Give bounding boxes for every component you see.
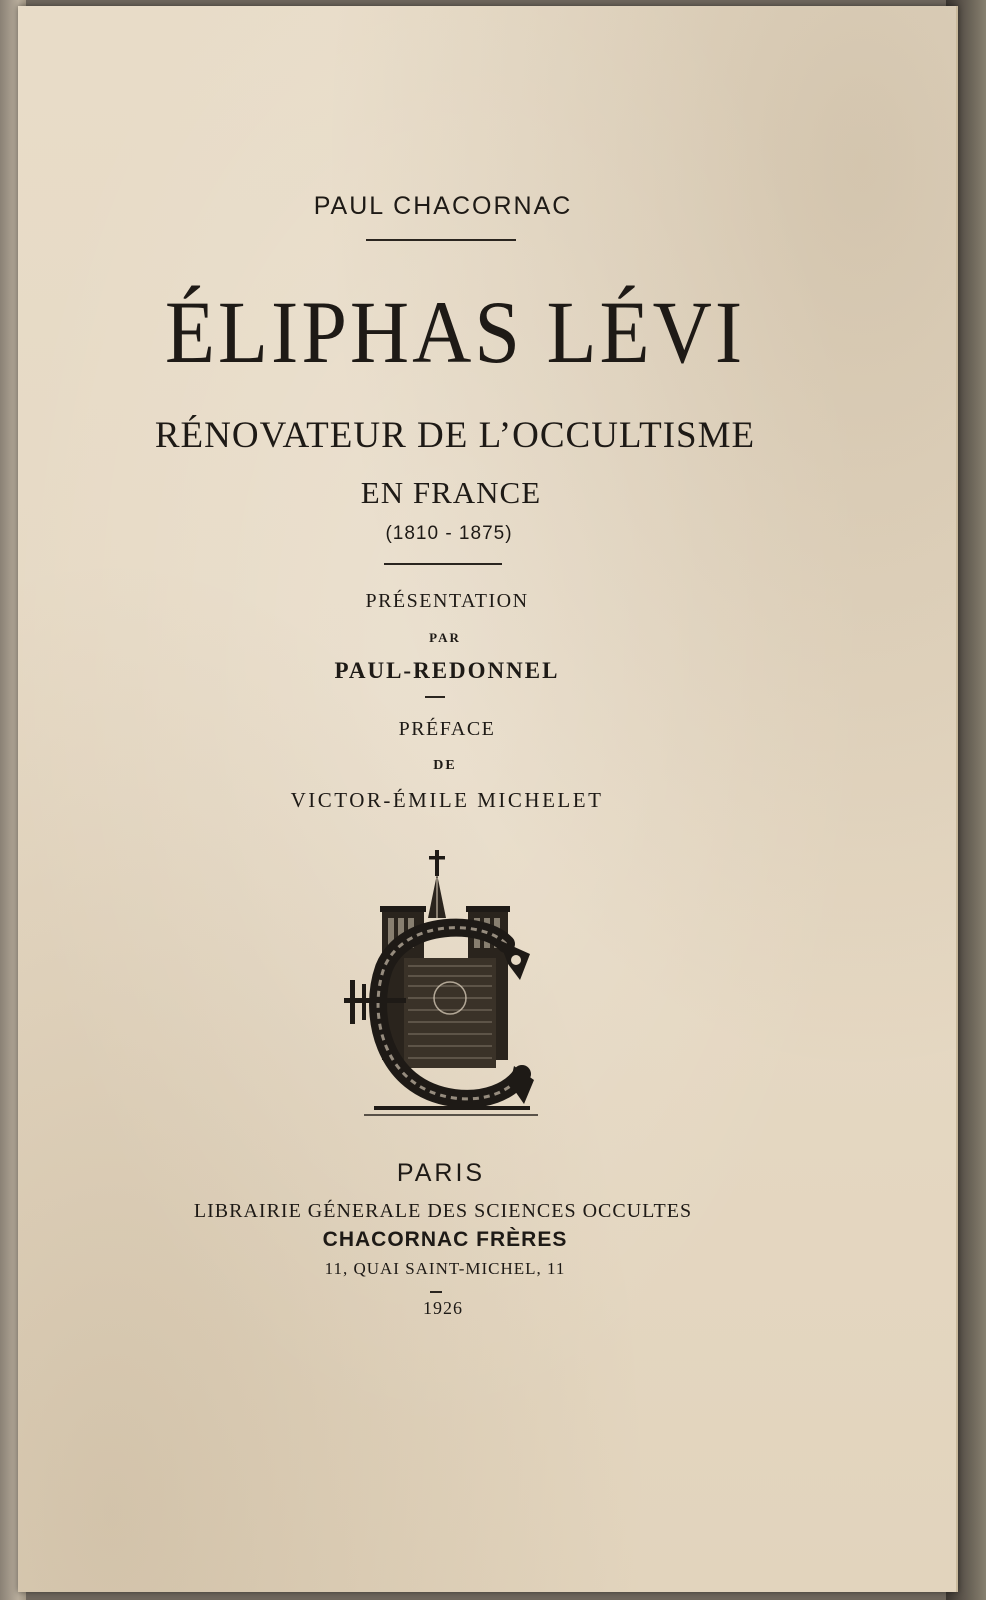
divider-rule (366, 239, 516, 241)
imprint-city: PARIS (396, 1159, 486, 1187)
de-label: DE (433, 758, 457, 773)
subtitle-line-2: EN FRANCE (360, 475, 542, 510)
divider-dash (430, 1291, 442, 1293)
preface-author: VICTOR-ÉMILE MICHELET (290, 788, 604, 812)
preface-label: PRÉFACE (398, 718, 496, 740)
cathedral-initial-c-emblem-icon (334, 848, 544, 1124)
par-label: PAR (429, 630, 461, 645)
imprint-publisher: LIBRAIRIE GÉNERALE DES SCIENCES OCCULTES (193, 1200, 693, 1222)
imprint-address: 11, QUAI SAINT-MICHEL, 11 (324, 1259, 566, 1278)
title-page (18, 6, 958, 1592)
author-name: PAUL CHACORNAC (313, 192, 573, 220)
presentation-label: PRÉSENTATION (365, 590, 529, 612)
life-dates: (1810 - 1875) (385, 523, 513, 544)
divider-dash (425, 696, 445, 698)
imprint-year: 1926 (423, 1298, 463, 1318)
book-title: ÉLIPHAS LÉVI (164, 283, 746, 382)
presenter-name: PAUL-REDONNEL (334, 658, 560, 683)
divider-rule (384, 563, 502, 565)
imprint-firm: CHACORNAC FRÈRES (322, 1228, 568, 1251)
subtitle-line-1: RÉNOVATEUR DE L’OCCULTISME (154, 415, 756, 456)
